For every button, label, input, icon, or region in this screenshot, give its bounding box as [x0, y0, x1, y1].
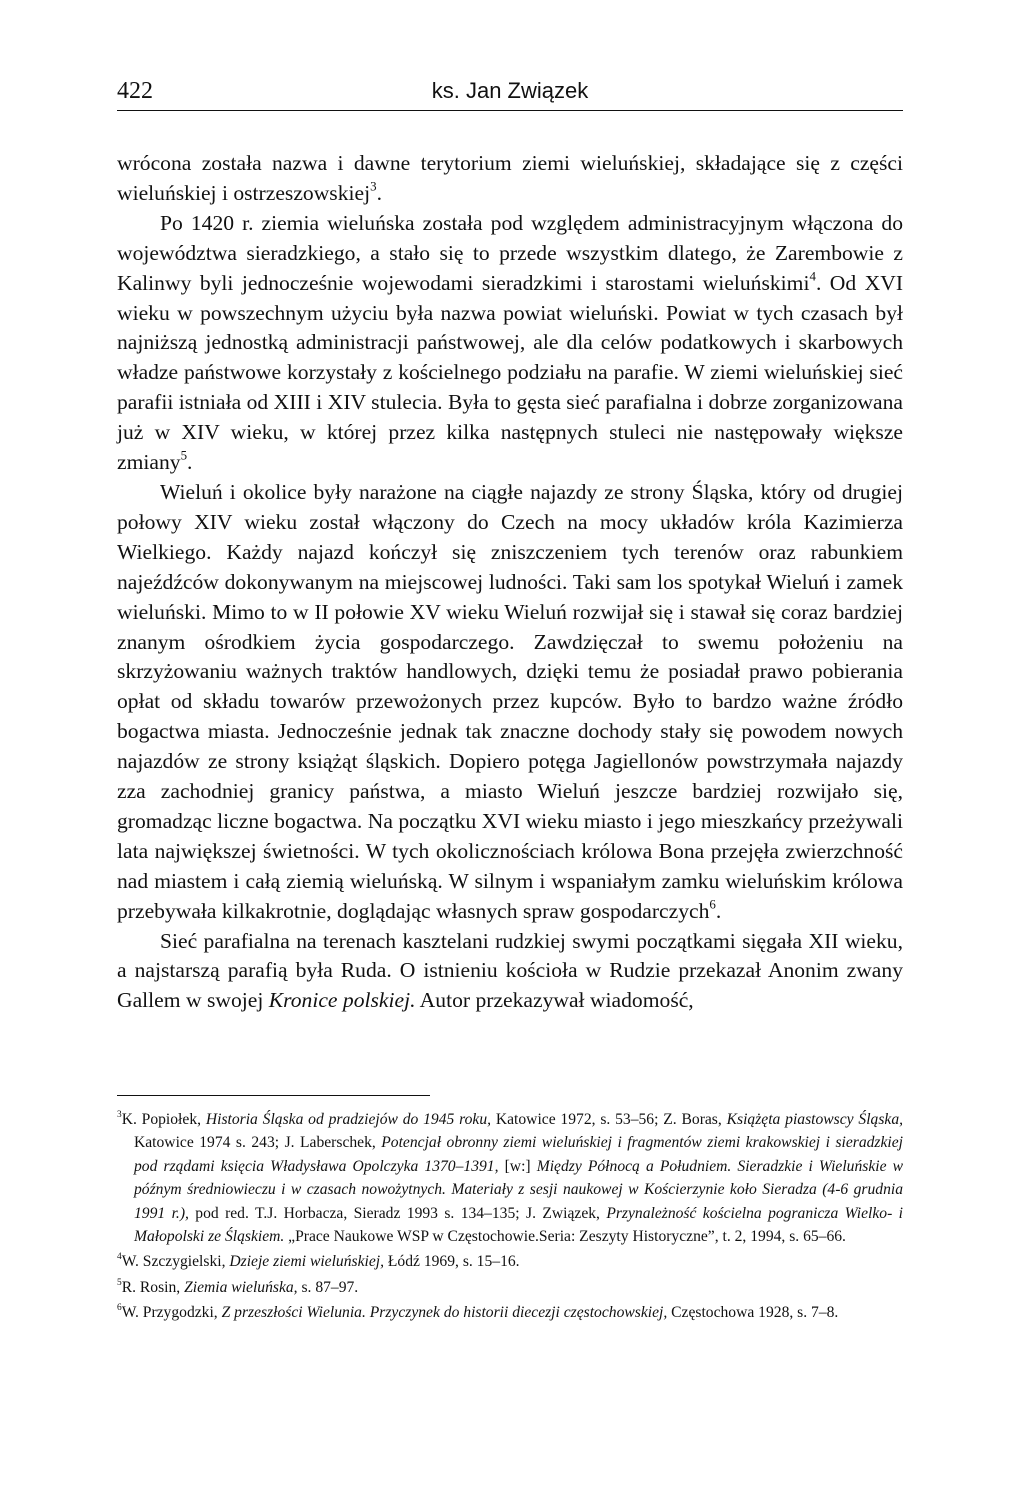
paragraph: [117, 209, 903, 478]
paragraph: [117, 149, 903, 209]
footnote-ref: 5: [180, 447, 188, 463]
running-head: ks. Jan Związek: [431, 78, 589, 103]
italic-text: Między Północą a Południem. Sieradzkie i Wieluńskie w późnym średniowieczu i w czasach nowożytnych. Materiały z sesji naukowej w Kościerzynie koło Sieradza (4-6 grudnia 1991 r.),: [134, 1157, 904, 1222]
italic-text: Ziemia wieluńska,: [184, 1278, 298, 1296]
text-run: „Prace Naukowe WSP w Częstochowie.Seria: Zeszyty Historyczne”, t. 2, 1994, s. 65–66.: [284, 1228, 846, 1246]
footnote: [117, 1108, 903, 1248]
text-run: Katowice 1974 s. 243; J. Laberschek,: [134, 1134, 382, 1152]
text-run: Częstochowa 1928, s. 7–8.: [667, 1304, 839, 1322]
text-run: Autor przekazywał wiadomość,: [415, 988, 694, 1013]
text-run: K. Popiołek,: [121, 1111, 206, 1128]
text-run: .: [376, 180, 382, 205]
italic-text: Z przeszłości Wielunia. Przyczynek do historii diecezji częstochowskiej,: [221, 1304, 668, 1322]
text-run: .: [187, 450, 193, 475]
text-run: Wieluń i okolice były narażone na ciągłe najazdy ze strony Śląska, który od drugiej połowy XIV wieku został włączony do Czech na mocy układów króla Kazimierza Wielkiego. Każdy najazd kończył się zniszczeniem tych terenów oraz rabunkiem najeźdźców dokonywanym na miejscowej ludności. Taki sam los spotykał Wieluń i zamek wieluński. Mimo to w II połowie XV wieku Wieluń rozwijał się i stawał się coraz bardziej znanym ośrodkiem życia gospodarczego. Zawdzięczał to swemu położeniu na skrzyżowaniu ważnych traktów handlowych, dzięki temu że posiadał prawo pobierania opłat od składu towarów przewożonych przez kupców. Było to bardzo ważne źródło bogactwa miasta. Jednocześnie jednak tak znaczne dochody stały się powodem nowych najazdów ze strony książąt śląskich. Dopiero potęga Jagiellonów powstrzymała najazdy zza zachodniej granicy państwa, a miasto Wieluń jeszcze bardziej rozwijało się, gromadząc liczne bogactwa. Na początku XVI wieku miasto i jego mieszkańcy przeżywali lata największej świetności. W tych okolicznościach królowa Bona przejęła zwierzchność nad miastem i całą ziemią wieluńską. W silnym i wspaniałym zamku wieluńskim królowa przebywała kilkakrotnie, doglądając własnych spraw gospodarczych: [117, 479, 903, 923]
footnote-ref: 6: [117, 1303, 122, 1314]
italic-text: Przynależność kościelna pogranicza Wielko- i Małopolski ze Śląskiem.: [134, 1204, 903, 1246]
page-number: 422: [117, 78, 153, 104]
footnote: [117, 1250, 903, 1273]
text-run: wrócona została nazwa i dawne terytorium ziemi wieluńskiej, składające się z części wieluńskiej i ostrzeszowskiej: [117, 151, 903, 205]
footnote: [117, 1301, 903, 1324]
page-header: [117, 76, 903, 111]
italic-text: Kronice polskiej.: [268, 988, 416, 1013]
text-run: W. Szczygielski,: [121, 1253, 230, 1271]
footnote-ref: 4: [809, 267, 816, 283]
text-run: .: [715, 898, 722, 923]
footnote-ref: 4: [117, 1252, 122, 1263]
text-run: Po 1420 r. ziemia wieluńska została pod względem administracyjnym włączona do województwa sieradzkiego, a stało się to przede wszystkim dlatego, że Zarembowie z Kalinwy byli jednocześnie wojewodami sieradzkimi i starostami wieluńskimi: [117, 210, 903, 295]
text-run: Katowice 1972, s. 53–56; Z. Boras,: [491, 1111, 727, 1128]
text-run: . Od XVI wieku w powszechnym użyciu była nazwa powiat wieluński. Powiat w tych czasach był najniższą jednostką administracji państwowej, ale dla celów podatkowych i skarbowych władze państwowe korzystały z kościelnego podziału na parafie. W ziemi wieluńskiej sieć parafii istniała od XIII i XIV stulecia. Była to gęsta sieć parafialna i dobrze zorganizowana już w XIV wieku, w której przez kilka następnych stuleci nie następowały większe zmiany: [117, 270, 904, 475]
text-run: R. Rosin,: [121, 1278, 185, 1296]
italic-text: Książęta piastowscy Śląska,: [726, 1111, 904, 1128]
italic-text: Potencjał obronny ziemi wieluńskiej i fragmentów ziemi krakowskiej i sieradzkiej pod rządami księcia Władysława Opolczyka 1370–1391,: [134, 1134, 904, 1175]
text-run: W. Przygodzki,: [121, 1304, 222, 1322]
footnote-separator: [117, 1095, 430, 1096]
paragraph: [117, 927, 903, 1017]
text-run: Sieć parafialna na terenach kasztelani rudzkiej swymi początkami sięgała XII wieku, a najstarszą parafią była Ruda. O istnieniu kościoła w Rudzie przekazał Anonim zwany Gallem w swojej: [117, 928, 903, 1013]
text-run: s. 87–97.: [297, 1278, 359, 1296]
text-run: [w:]: [498, 1157, 537, 1175]
footnote-ref: 3: [370, 178, 377, 194]
footnote-ref: 6: [709, 895, 716, 911]
paragraph: [117, 478, 903, 927]
page: [117, 76, 903, 1016]
text-run: pod red. T.J. Horbacza, Sieradz 1993 s. 134–135; J. Związek,: [188, 1204, 607, 1222]
body-text: [117, 149, 903, 1016]
footnote: [117, 1276, 903, 1299]
text-run: Łódź 1969, s. 15–16.: [384, 1253, 520, 1271]
italic-text: Dzieje ziemi wieluńskiej,: [229, 1253, 384, 1271]
italic-text: Historia Śląska od pradziejów do 1945 roku,: [205, 1111, 492, 1128]
footnotes: [117, 1108, 903, 1327]
footnote-ref: 5: [117, 1277, 122, 1288]
footnote-ref: 3: [117, 1109, 122, 1120]
